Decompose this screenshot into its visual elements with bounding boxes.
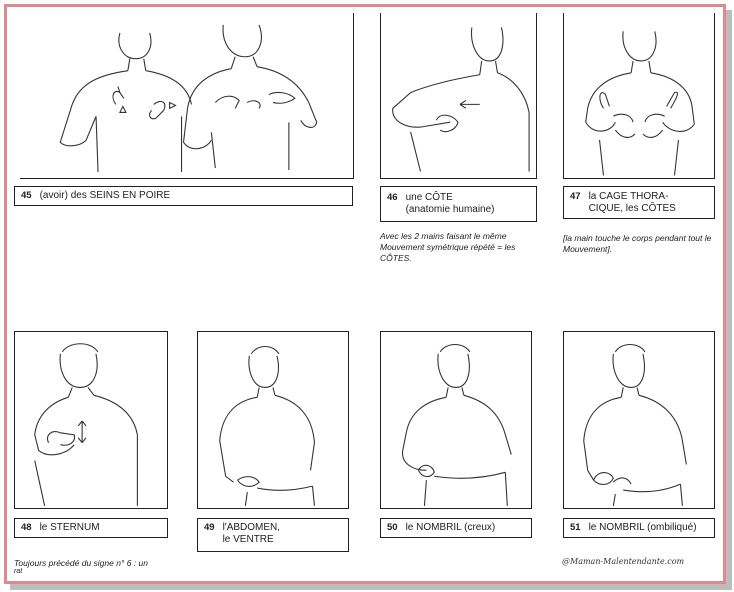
- sign-number: 48: [21, 522, 32, 533]
- sign-number: 47: [570, 191, 581, 202]
- pink-frame: [4, 4, 726, 584]
- sign-number: 49: [204, 522, 215, 533]
- sign-caption: (avoir) des SEINS EN POIRE: [39, 190, 171, 201]
- sign-caption: le STERNUM: [39, 522, 100, 533]
- note-47: [la main touche le corps pendant tout le Mouvement].: [563, 233, 712, 254]
- sign-caption-line2: CIQUE, les CÔTES: [588, 203, 676, 214]
- footer-line1: Toujours précédé du signe n° 6 : un: [14, 558, 148, 568]
- sign-caption-line2: (anatomie humaine): [405, 204, 495, 215]
- sign-caption: la CAGE THORA-: [588, 191, 669, 202]
- sign-caption-line2: le VENTRE: [222, 534, 274, 545]
- sign-caption: l'ABDOMEN,: [222, 522, 281, 533]
- sign-number: 51: [570, 522, 581, 533]
- sign-number: 50: [387, 522, 398, 533]
- footer-line2: rat: [14, 568, 23, 575]
- note-46: Avec les 2 mains faisant le même Mouvement symétrique répété = les CÔTES.: [380, 231, 516, 263]
- watermark: @Maman-Malentendante.com: [562, 557, 685, 566]
- sign-number: 45: [21, 190, 32, 201]
- sign-caption: le NOMBRIL (ombiliqué): [588, 522, 697, 533]
- sign-caption: le NOMBRIL (creux): [405, 522, 496, 533]
- sign-caption: une CÔTE: [405, 192, 453, 203]
- sign-number: 46: [387, 192, 398, 203]
